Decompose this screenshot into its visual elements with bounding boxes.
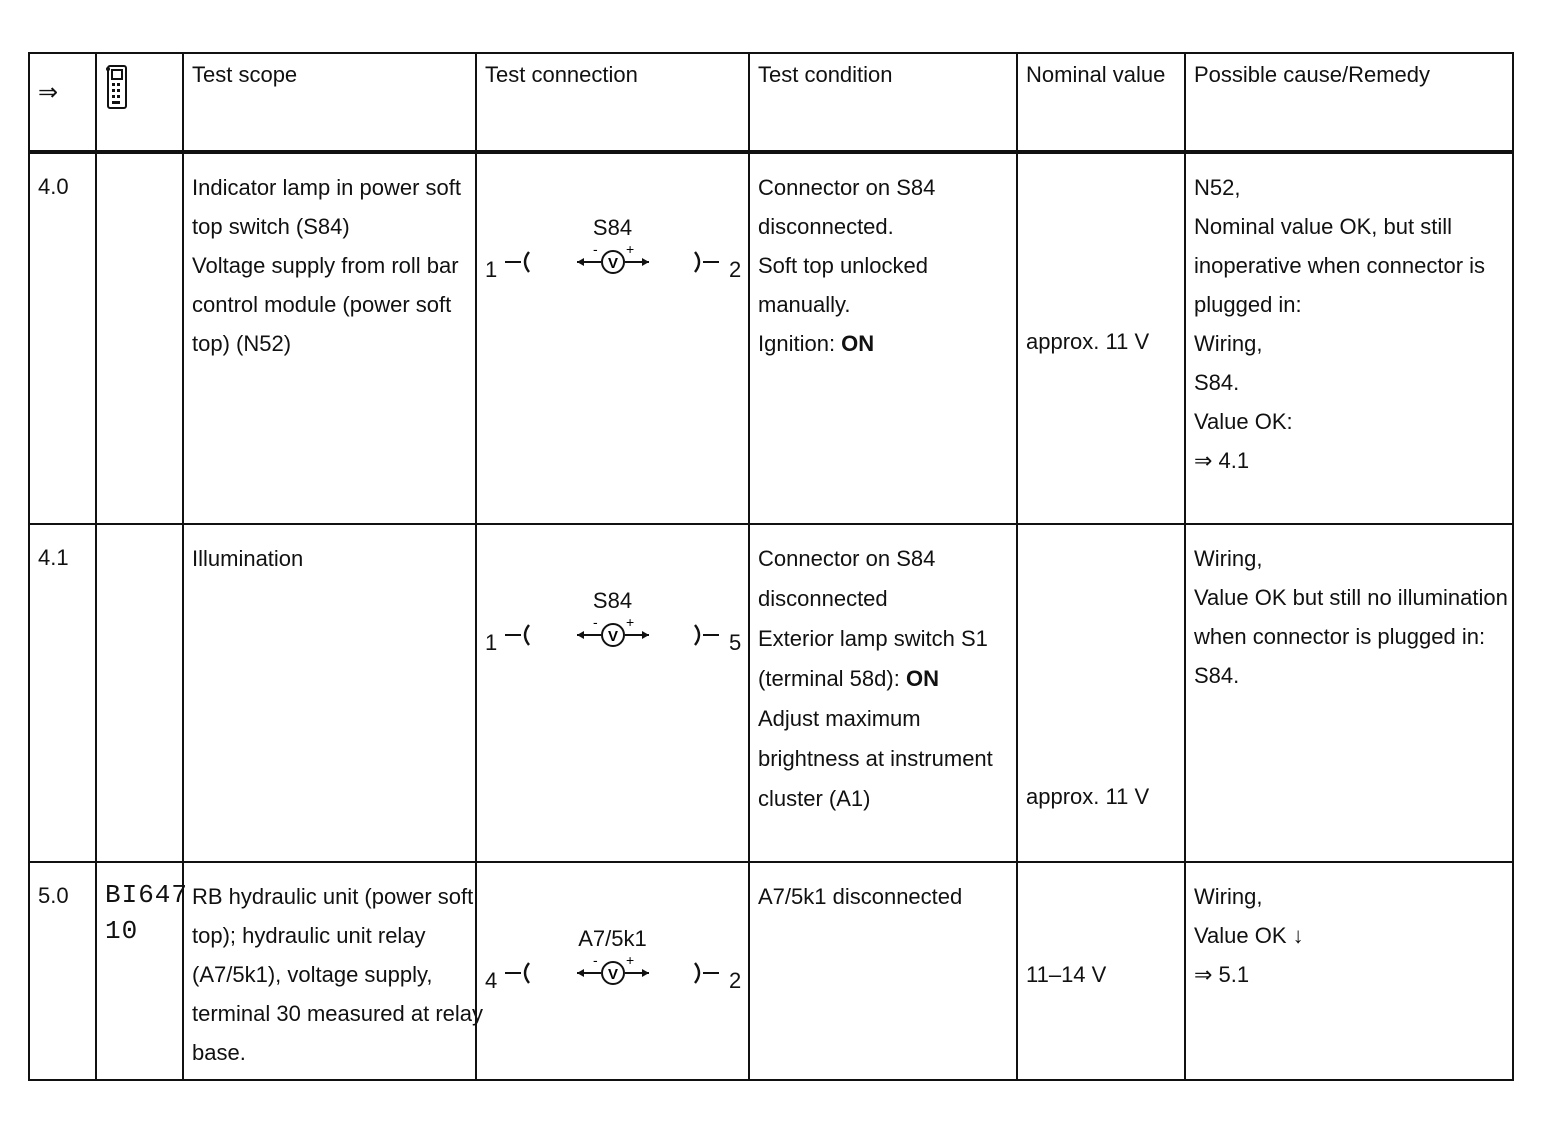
voltmeter-diagram — [477, 613, 750, 653]
header-test-scope: Test scope — [183, 53, 476, 152]
table-row — [29, 152, 1513, 524]
pin-right: 5 — [729, 630, 742, 655]
svg-text:-: - — [593, 614, 598, 630]
connector-name: S84 — [592, 588, 633, 613]
nominal-value: 11–14 V — [1026, 962, 1107, 987]
voltmeter-diagram — [477, 240, 750, 280]
nominal-value-cell — [1017, 862, 1185, 1080]
test-scope-cell: RB hydraulic unit (power soft top); hydraulic unit relay (A7/5k1), voltage supply, terminal 30 measured at relay base. — [183, 862, 476, 1080]
test-code — [96, 152, 183, 524]
test-condition-cell: Connector on S84 disconnected. Soft top unlocked manually. Ignition: ON — [749, 152, 1017, 524]
test-code — [96, 524, 183, 862]
svg-text:+: + — [626, 614, 635, 630]
nominal-value: approx. 11 V — [1026, 784, 1150, 809]
test-code: BI647 10 — [96, 862, 183, 1080]
test-connection-cell — [476, 524, 749, 862]
header-test-connection: Test connection — [476, 53, 749, 152]
possible-cause-cell: Wiring, Value OK but still no illumination when connector is plugged in: S84. — [1185, 524, 1513, 862]
test-connection-cell — [476, 152, 749, 524]
connector-name: A7/5k1 — [578, 926, 647, 951]
pin-right: 2 — [729, 968, 742, 993]
step-number: 4.0 — [29, 152, 96, 524]
svg-text:V: V — [608, 628, 619, 645]
svg-text:-: - — [593, 952, 598, 968]
step-number: 4.1 — [29, 524, 96, 862]
possible-cause-cell: N52, Nominal value OK, but still inoperative when connector is plugged in: Wiring, S84. Value OK: ⇒ 4.1 — [1185, 152, 1513, 524]
pin-left: 1 — [485, 630, 498, 655]
nominal-value: approx. 11 V — [1026, 329, 1150, 354]
header-step-symbol: ⇒ — [29, 53, 96, 152]
pin-left: 4 — [485, 968, 498, 993]
header-nominal-value: Nominal value — [1017, 53, 1185, 152]
connector-name: S84 — [592, 215, 633, 240]
svg-text:V: V — [608, 966, 619, 983]
test-condition-cell: A7/5k1 disconnected — [749, 862, 1017, 1080]
test-scope-cell: Illumination — [183, 524, 476, 862]
pin-right: 2 — [729, 257, 742, 282]
possible-cause-cell: Wiring, Value OK ↓ ⇒ 5.1 — [1185, 862, 1513, 1080]
header-possible-cause: Possible cause/Remedy — [1185, 53, 1513, 152]
test-scope-cell: Indicator lamp in power soft top switch (S84) Voltage supply from roll bar control module (power soft top) (N52) — [183, 152, 476, 524]
header-tester — [96, 53, 183, 152]
tester-device-icon — [105, 64, 129, 110]
header-test-condition: Test condition — [749, 53, 1017, 152]
test-table — [28, 52, 1514, 1081]
header-row — [29, 53, 1513, 152]
step-number: 5.0 — [29, 862, 96, 1080]
table-row — [29, 862, 1513, 1080]
voltmeter-diagram — [477, 951, 750, 991]
nominal-value-cell — [1017, 152, 1185, 524]
svg-text:+: + — [626, 952, 635, 968]
svg-text:-: - — [593, 241, 598, 257]
nominal-value-cell — [1017, 524, 1185, 862]
svg-text:+: + — [626, 241, 635, 257]
test-condition-cell: Connector on S84 disconnected Exterior lamp switch S1 (terminal 58d): ON Adjust maximum brightness at instrument cluster (A1) — [749, 524, 1017, 862]
pin-left: 1 — [485, 257, 498, 282]
svg-text:V: V — [608, 255, 619, 272]
test-connection-cell — [476, 862, 749, 1080]
table-row — [29, 524, 1513, 862]
